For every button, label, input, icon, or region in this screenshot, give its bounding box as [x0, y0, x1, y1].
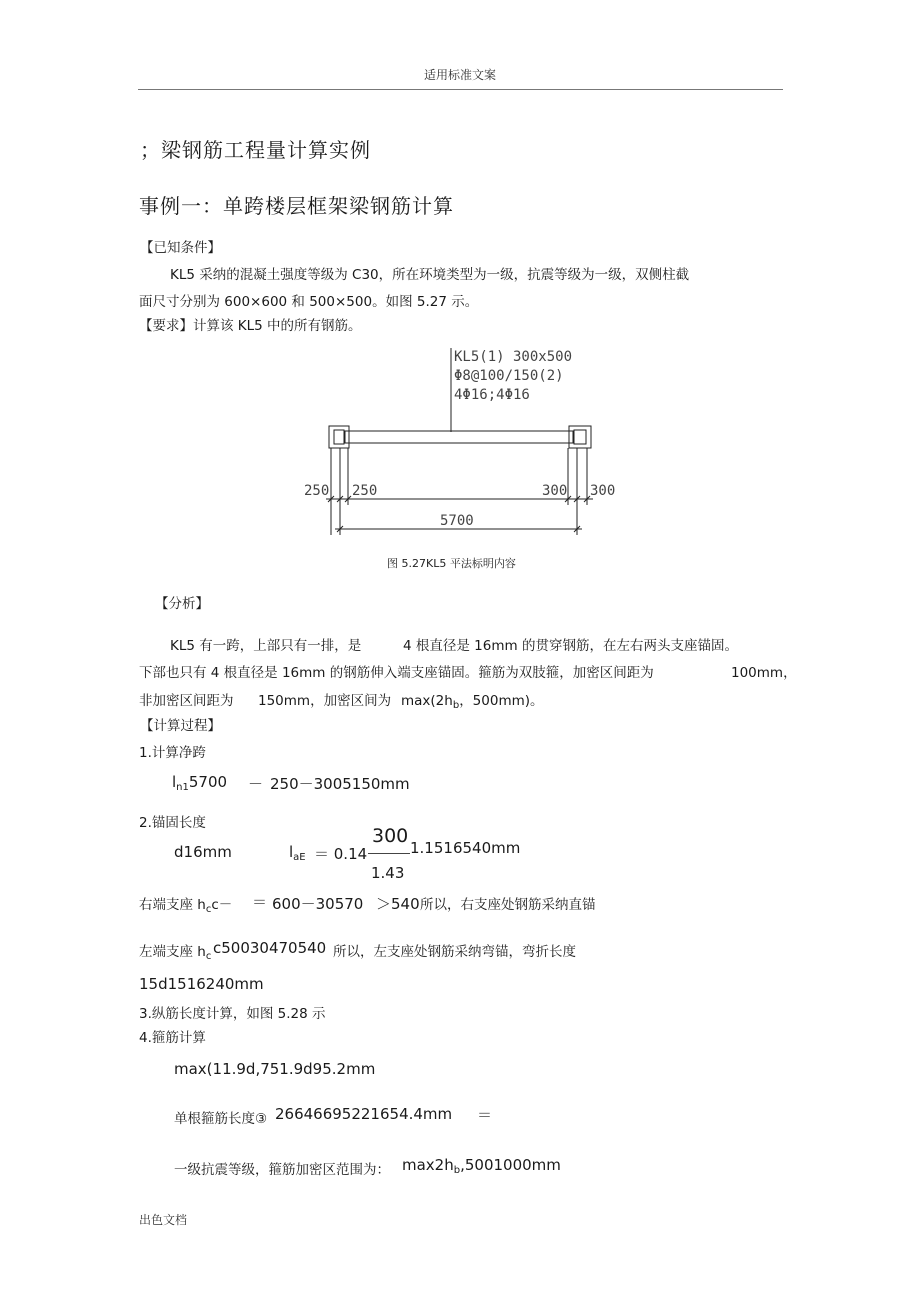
step-3: 3.纵筋长度计算，如图 5.28 示	[139, 1006, 326, 1022]
given-line-1: KL5 采纳的混凝土强度等级为 C30，所在环境类型为一级，抗震等级为一级，双侧柱截	[170, 267, 690, 283]
given-line-2: 面尺寸分别为 600×600 和 500×500。如图 5.27 示。	[139, 294, 479, 310]
dim-right-b: 300	[590, 483, 616, 499]
right-support-label: 右端支座 $h_cc-$	[139, 897, 233, 915]
right-support-conclusion: 所以，右支座处钢筋采纳直锚	[420, 897, 596, 913]
dim-span: 5700	[440, 513, 474, 529]
example-title: 事例一：单跨楼层框架梁钢筋计算	[139, 194, 454, 218]
dim-right-a: 300	[542, 483, 568, 499]
stirrup-length-label: 单根箍筋长度③	[174, 1111, 268, 1127]
left-column-inner	[334, 430, 344, 444]
page-header: 适用标准文案	[423, 68, 496, 82]
formula-1-rest: 250－3005150mm	[270, 775, 410, 793]
beam-outline	[345, 431, 573, 443]
left-column	[329, 426, 349, 448]
formula-3: 15d1516240mm	[139, 975, 264, 993]
analysis-line-1a: KL5 有一跨，上部只有一排，是	[170, 638, 362, 654]
section-title: ；梁钢筋工程量计算实例	[140, 138, 371, 162]
formula-2-denominator: 1.43	[371, 864, 405, 882]
formula-2-result: 1.1516540mm	[410, 839, 521, 857]
step-1: 1.计算净跨	[139, 745, 206, 761]
stirrup-length-value: 26646695221654.4mm	[275, 1105, 453, 1123]
right-support-eq: ＝	[252, 893, 268, 911]
stirrup-length-eq: ＝	[477, 1106, 493, 1124]
densified-zone-value: $\max 2h_b,5001000mm$	[402, 1156, 561, 1176]
dim-left-a: 250	[304, 483, 330, 499]
analysis-line-1b: 4 根直径是 16mm 的贯穿钢筋，在左右两头支座锚固。	[403, 638, 738, 654]
right-support-compare: ＞540	[376, 895, 420, 913]
right-column	[569, 426, 591, 448]
formula-2-numerator: 300	[372, 825, 409, 847]
formula-2-lae: $l_{aE}$	[289, 843, 306, 863]
analysis-line-3c: $\max(2h_b$，500mm)。	[401, 693, 544, 711]
densified-zone-label: 一级抗震等级，箍筋加密区范围为：	[174, 1162, 390, 1178]
left-support-calc: c50030470540	[213, 939, 327, 957]
header-rule	[138, 89, 783, 90]
require-text: 【要求】计算该 KL5 中的所有钢筋。	[139, 318, 362, 334]
step-4: 4.箍筋计算	[139, 1030, 206, 1046]
formula-4: max(11.9d,751.9d95.2mm	[174, 1060, 376, 1078]
fraction-bar	[368, 853, 410, 854]
left-support-conclusion: 所以，左支座处钢筋采纳弯锚，弯折长度	[333, 944, 576, 960]
page-footer: 出色文档	[139, 1213, 188, 1227]
dim-left-b: 250	[352, 483, 378, 499]
analysis-line-2b: 100mm，	[731, 665, 797, 681]
analysis-label: 【分析】	[155, 596, 209, 612]
step-2: 2.锚固长度	[139, 815, 206, 831]
beam-label-line-3: 4Φ16;4Φ16	[454, 387, 530, 403]
formula-1-minus: －	[248, 775, 264, 793]
beam-drawing	[290, 340, 630, 545]
analysis-line-3b: 150mm，加密区间为	[258, 693, 392, 709]
given-label: 【已知条件】	[140, 240, 221, 256]
analysis-line-3a: 非加密区间距为	[139, 693, 234, 709]
left-support-label: 左端支座 $h_c$	[139, 944, 212, 962]
formula-2-coef: ＝ 0.14	[314, 845, 368, 863]
beam-label-line-1: KL5(1) 300x500	[454, 349, 573, 365]
right-column-inner	[574, 430, 586, 444]
right-support-calc: 600－30570	[272, 895, 364, 913]
formula-2-d: d16mm	[174, 843, 232, 861]
process-label: 【计算过程】	[140, 718, 221, 734]
analysis-line-2a: 下部也只有 4 根直径是 16mm 的钢筋伸入端支座锚固。箍筋为双肢箍，加密区间距为	[139, 665, 654, 681]
figure-caption: 图 5.27KL5 平法标明内容	[387, 557, 516, 570]
formula-1: $l_{n1}5700$	[172, 773, 228, 793]
beam-label-line-2: Φ8@100/150(2)	[454, 368, 564, 384]
